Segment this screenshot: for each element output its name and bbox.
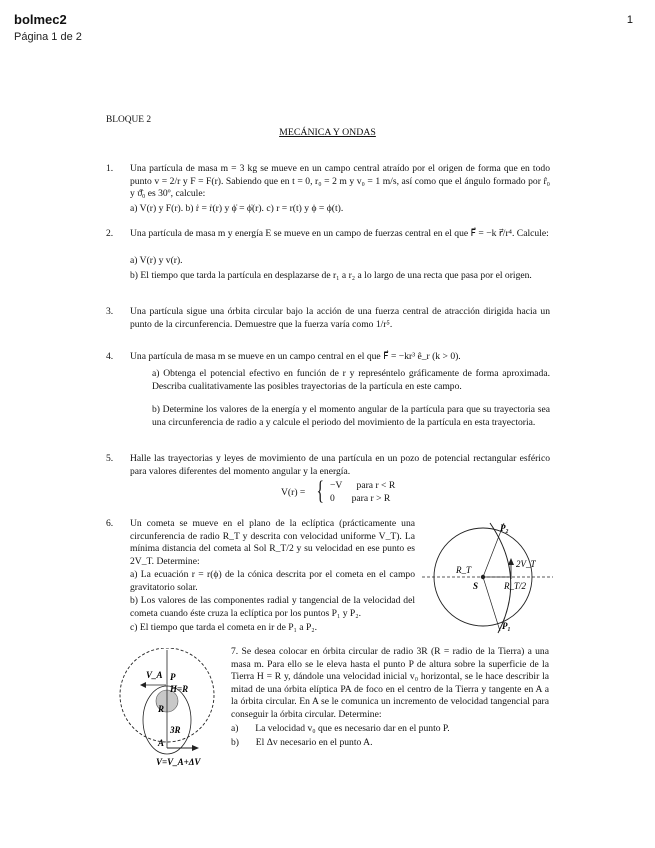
label-p1: P₁ <box>502 621 511 631</box>
sun-dot <box>481 575 485 579</box>
radius-line <box>483 577 500 631</box>
satellite-orbit-figure <box>110 648 220 770</box>
label-p: P <box>170 672 176 682</box>
formula-row: −V para r < R <box>330 480 396 491</box>
problem-text: 7. Se desea colocar en órbita circular de radio 3R (R = radio de la Tierra) a una masa m. Para ello se le eleva hasta el punto P de altura sobre la superficie de la Tierra H = R y, dándole una velocidad inicial v₀ horizontal, se le hace describir la mitad de una órbita elíptica PA de foco en el centro de la Tierra y tangente en A a la órbita circular. En A se le comunica un incremento de velocidad tangencial para conseguir la órbita circular. Determine: <box>231 646 549 720</box>
label-3r: 3R <box>170 725 181 735</box>
label-p2: P₂ <box>500 523 509 533</box>
arrowhead-icon <box>508 558 514 565</box>
arrowhead-icon <box>192 745 199 751</box>
problem-item: b) Determine los valores de la energía y el momento angular de la partícula para que su trayectoria sea una circunferencia de radio a y calcule el periodo del movimiento de la partícula en esta trayectoria. <box>152 404 550 428</box>
problem-item: a) Obtenga el potencial efectivo en función de r y represéntelo gráficamente de forma aproximada. Describa cualitativamente las posibles trayectorias de la partícula en este campo. <box>152 368 550 392</box>
label-h: H=R <box>170 684 189 694</box>
page-number: 1 <box>626 14 633 26</box>
problem-number: 5. <box>106 453 114 464</box>
page-indicator: Página 1 de 2 <box>14 31 82 43</box>
problem-item: c) El tiempo que tarda el cometa en ir de P₁ a P₂. <box>130 622 318 633</box>
problem-item: a) La ecuación r = r(ϕ) de la cónica descrita por el cometa en el campo gravitatorio solar. <box>130 569 415 593</box>
problem-text: Una partícula de masa m se mueve en un campo central en el que F⃗ = −kr³ ê_r (k > 0). <box>130 351 461 362</box>
problem-item: b) Los valores de las componentes radial y tangencial de la velocidad del cometa cuando éste cruza la eclíptica por los puntos P₁ y P₂. <box>130 595 415 619</box>
problem-text: Un cometa se mueve en el plano de la eclíptica (prácticamente una circunferencia de radio R_T y descrita con velocidad uniforme V_T). La mínima distancia del cometa al Sol R_T/2 y su velocidad en ese punto es 2V_T. Determine: <box>130 518 415 567</box>
label-a: A <box>158 738 165 748</box>
label-va: V_A <box>146 670 163 680</box>
document-title: MECÁNICA Y ONDAS <box>279 127 376 138</box>
formula-brace: { <box>316 476 324 505</box>
problem-number: 4. <box>106 351 114 362</box>
section-label: BLOQUE 2 <box>106 115 152 125</box>
problem-text: Halle las trayectorias y leyes de movimiento de una partícula en un pozo de potencial rectangular esférico para valores diferentes del momento angular y la energía. <box>130 453 550 477</box>
problem-item: b) El tiempo que tarda la partícula en desplazarse de r₁ a r₂ a lo largo de una recta que pasa por el origen. <box>130 270 532 281</box>
label-velocity: 2V_T <box>516 559 536 569</box>
problem-text: Una partícula de masa m = 3 kg se mueve en un campo central atraído por el origen de forma que en todo punto v = 2/r y F = F(r). Sabiendo que en t = 0, r₀ = 2 m y v₀ = 1 m/s, así como que el ángulo formado por r̂₀ y ϑ̂₀ es 30º, calcule: <box>130 163 550 200</box>
label-rt: R_T <box>456 565 472 575</box>
label-bottom: V=V_A+ΔV <box>156 757 201 767</box>
formula-row: 0 para r > R <box>330 493 391 504</box>
problem-number: 3. <box>106 306 114 317</box>
comet-trajectory <box>490 523 511 633</box>
label-perihelion: R_T/2 <box>504 581 527 591</box>
problem-item: a) V(r) y v(r). <box>130 255 183 266</box>
problem-number: 2. <box>106 228 114 239</box>
formula-lhs: V(r) = <box>281 487 306 498</box>
problem-number: 1. <box>106 163 114 174</box>
comet-orbit-figure <box>420 515 555 637</box>
problem-item: b) El Δv necesario en el punto A. <box>231 737 373 748</box>
label-sun: S <box>473 581 479 591</box>
arrowhead-icon <box>140 682 146 688</box>
problem-number: 6. <box>106 518 114 529</box>
label-r: R <box>158 704 165 714</box>
problem-item: a) V(r) y F(r). b) ṙ = ṙ(r) y ϕ̇ = ϕ̇(r). c) r = r(t) y ϕ = ϕ(t). <box>130 203 344 214</box>
document-filename: bolmec2 <box>14 12 67 27</box>
problem-item: a) La velocidad v₀ que es necesario dar en el punto P. <box>231 723 450 734</box>
problem-text: Una partícula sigue una órbita circular bajo la acción de una fuerza central de atracción dirigida hacia un punto de la circunferencia. Demuestre que la fuerza varía como 1/r⁵. <box>130 306 550 330</box>
problem-text: Una partícula de masa m y energía E se mueve en un campo de fuerzas central en el que F⃗ = −k r⃗/r⁴. Calcule: <box>130 228 549 239</box>
